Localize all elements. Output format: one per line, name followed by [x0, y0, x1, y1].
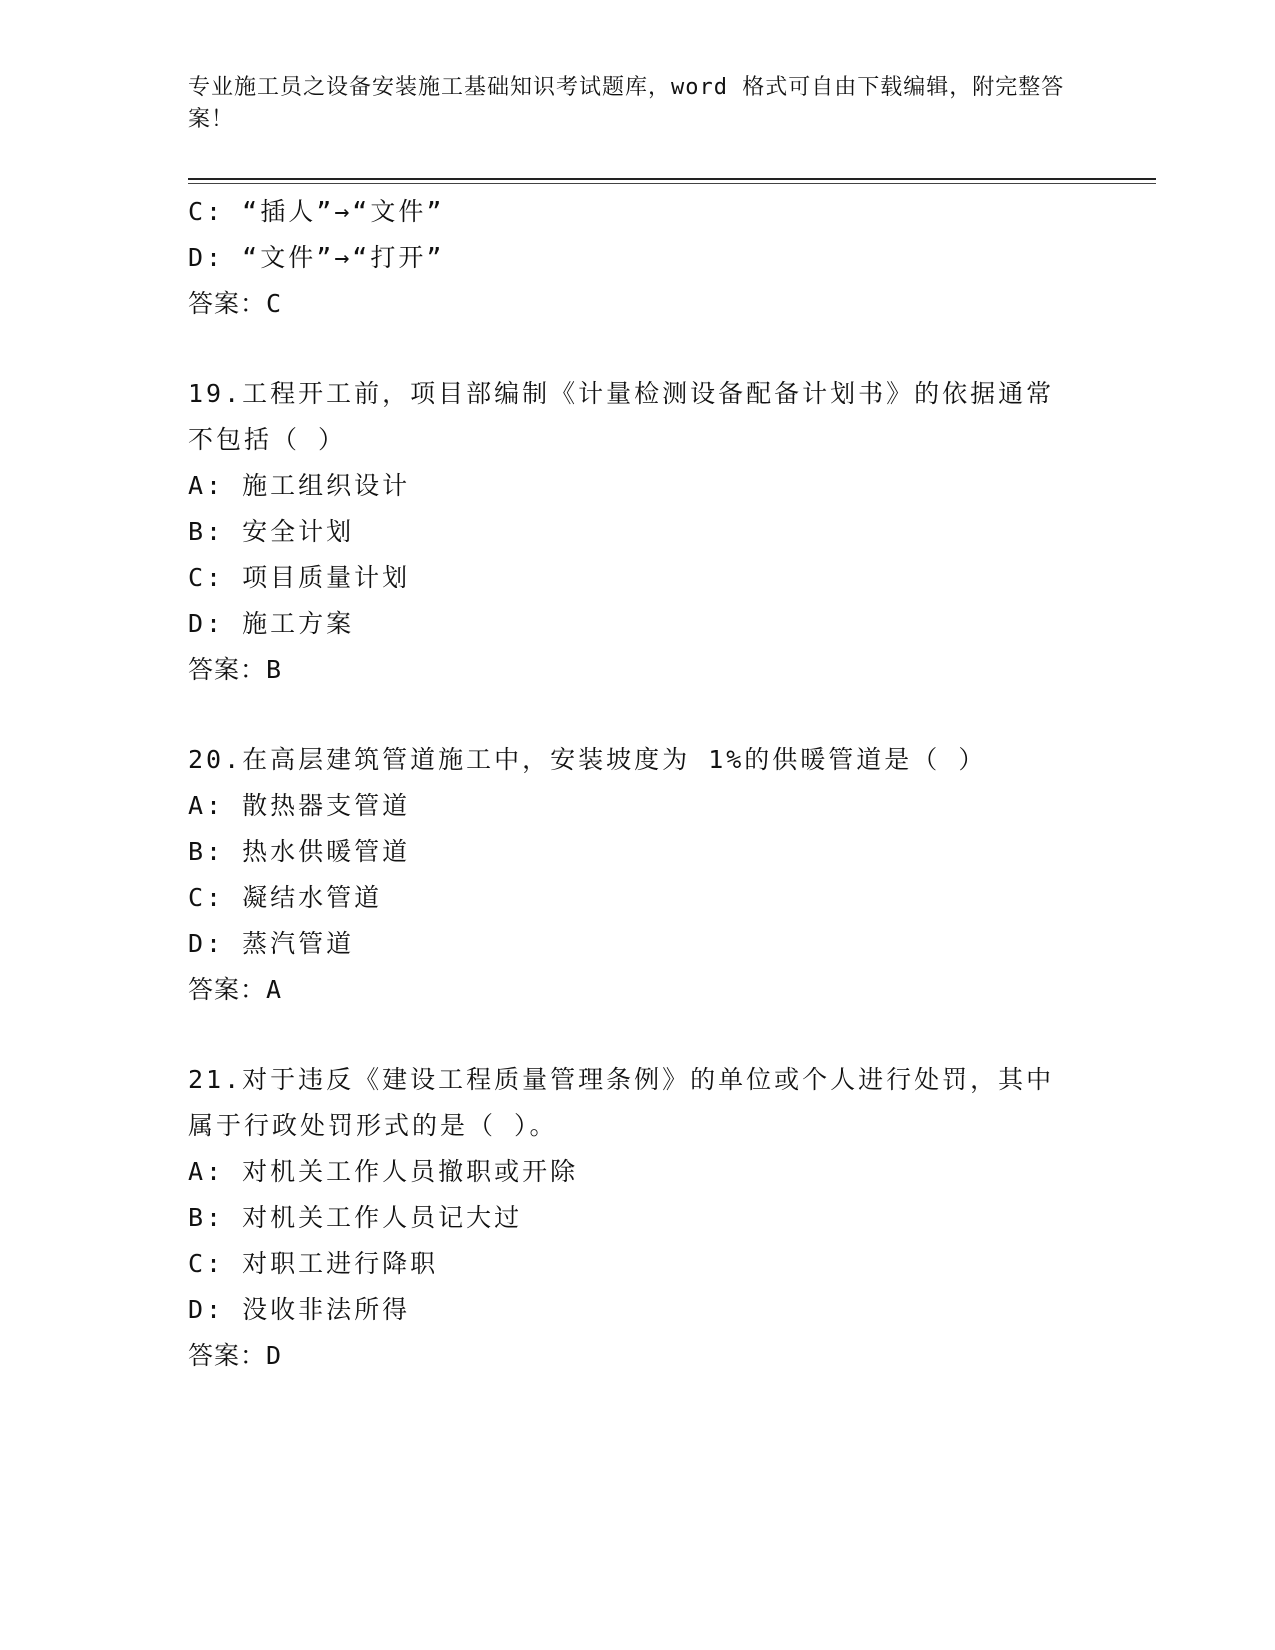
header-divider-thin [188, 183, 1156, 184]
option-b: B: 对机关工作人员记大过 [188, 1203, 523, 1232]
question-stem: 19.工程开工前，项目部编制《计量检测设备配备计划书》的依据通常 [188, 379, 1055, 408]
option-b: B: 安全计划 [188, 517, 355, 546]
option-d: D: “文件”→“打开” [188, 243, 445, 272]
answer-line: 答案：D [188, 1341, 283, 1370]
question-stem-continued: 属于行政处罚形式的是（ ）。 [188, 1111, 558, 1140]
answer-line: 答案：A [188, 975, 283, 1004]
option-a: A: 对机关工作人员撤职或开除 [188, 1157, 579, 1186]
option-b: B: 热水供暖管道 [188, 837, 411, 866]
question-21 [188, 1057, 1088, 1379]
option-c: C: 对职工进行降职 [188, 1249, 439, 1278]
question-stem: 21.对于违反《建设工程质量管理条例》的单位或个人进行处罚，其中 [188, 1065, 1055, 1094]
option-d: D: 蒸汽管道 [188, 929, 355, 958]
option-a: A: 散热器支管道 [188, 791, 411, 820]
question-stem-continued: 不包括（ ） [188, 425, 347, 454]
answer-line: 答案：B [188, 655, 283, 684]
document-header: 专业施工员之设备安装施工基础知识考试题库，word 格式可自由下载编辑，附完整答案！ [188, 75, 1065, 132]
document-body [188, 189, 1088, 1379]
option-c: C: “插人”→“文件” [188, 197, 445, 226]
header-divider [188, 178, 1156, 180]
option-c: C: 项目质量计划 [188, 563, 411, 592]
option-d: D: 施工方案 [188, 609, 355, 638]
option-a: A: 施工组织设计 [188, 471, 411, 500]
question-stem: 20.在高层建筑管道施工中，安装坡度为 1%的供暖管道是（ ） [188, 745, 987, 774]
option-d: D: 没收非法所得 [188, 1295, 411, 1324]
carryover-question [188, 189, 1088, 327]
option-c: C: 凝结水管道 [188, 883, 383, 912]
answer-line: 答案：C [188, 289, 283, 318]
question-19 [188, 371, 1088, 693]
question-20 [188, 737, 1088, 1013]
